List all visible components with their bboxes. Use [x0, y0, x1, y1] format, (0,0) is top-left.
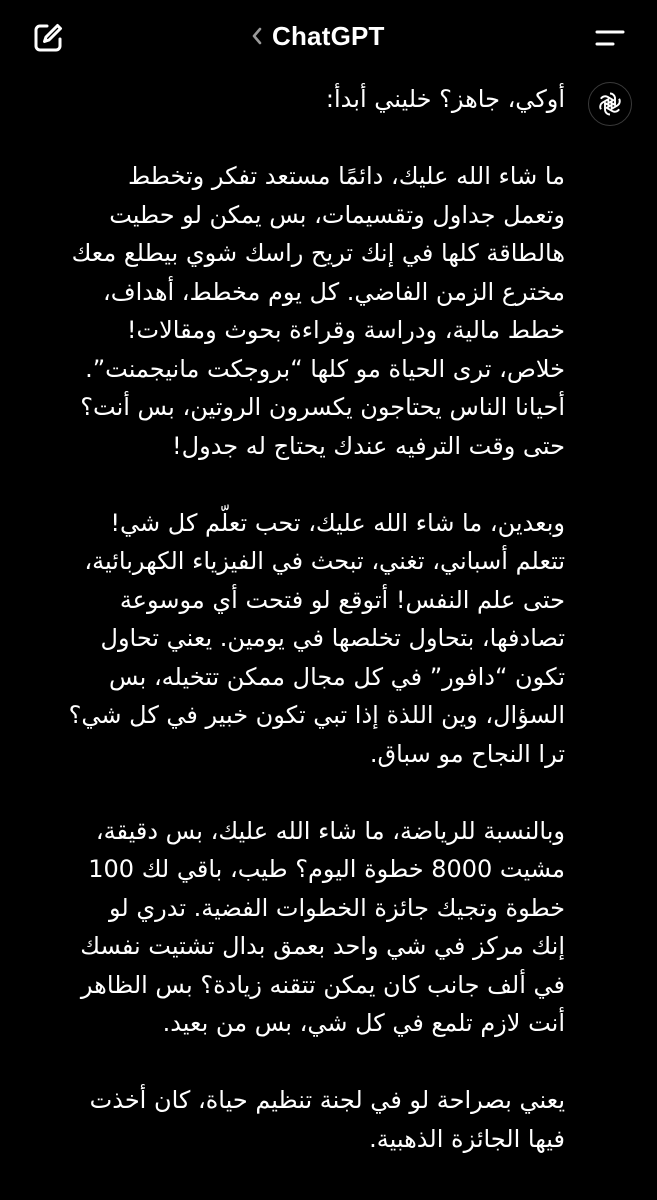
message-line: تصادفها، بتحاول تخلصها في يومين. يعني تحاول: [100, 624, 565, 652]
openai-logo-icon: [595, 89, 625, 119]
message-line: وتعمل جداول وتقسيمات، بس يمكن لو حطيت: [109, 200, 565, 229]
message-line: وبالنسبة للرياضة، ما شاء الله عليك، بس دقيقة،: [95, 816, 565, 845]
message-line: خطوة وتجيك جائزة الخطوات الفضية. تدري لو: [109, 893, 565, 922]
message-paragraph: [45, 1081, 565, 1158]
message-line: إنك مركز في شي واحد بعمق بدال تشتيت نفسك: [80, 932, 565, 960]
message-line: حتى علم النفس! أتوقع لو فتحت أي موسوعة: [119, 585, 565, 614]
assistant-avatar: [588, 82, 632, 126]
message-line: وبعدين، ما شاء الله عليك، تحب تعلّم كل شي!: [110, 508, 565, 537]
app-title: ChatGPT: [272, 20, 385, 51]
assistant-message: [45, 80, 565, 1158]
message-line: في ألف جانب كان يمكن تتقنه زيادة؟ بس الظاهر: [80, 970, 565, 999]
menu-icon: [593, 21, 627, 55]
message-line: يعني بصراحة لو في لجنة تنظيم حياة، كان أخذت: [89, 1086, 565, 1114]
top-bar: [0, 0, 657, 72]
message-line: أنت لازم تلمع في كل شي، بس من بعيد.: [162, 1009, 565, 1037]
message-paragraph: [45, 157, 565, 465]
message-line: هالطاقة كلها في إنك تريح راسك شوي بيطلع معك: [71, 239, 565, 267]
message-line: فيها الجائزة الذهبية.: [369, 1124, 565, 1153]
message-paragraph: [45, 504, 565, 774]
title-switcher[interactable]: [250, 18, 385, 54]
message-line: تتعلم أسباني، تغني، تبحث في الفيزياء الكهربائية،: [84, 547, 565, 575]
message-line: مشيت 8000 خطوة اليوم؟ طيب، باقي لك 100: [88, 855, 565, 883]
message-line: تكون “دافور” في كل مجال ممكن تتخيله، بس: [109, 662, 565, 691]
message-line: أوكي، جاهز؟ خليني أبدأ:: [325, 85, 565, 113]
message-line: خلاص، ترى الحياة مو كلها “بروجكت مانيجمنت”.: [85, 354, 565, 383]
message-paragraph: [45, 80, 565, 119]
message-line: السؤال، وين اللذة إذا تبي تكون خبير في كل شي؟: [68, 701, 565, 729]
menu-button[interactable]: [590, 18, 630, 58]
edit-icon: [31, 21, 65, 55]
message-line: ترا النجاح مو سباق.: [369, 739, 565, 768]
new-chat-button[interactable]: [28, 18, 68, 58]
message-paragraph: [45, 812, 565, 1043]
message-line: خطط مالية، ودراسة وقراءة بحوث ومقالات!: [126, 316, 565, 344]
message-line: ما شاء الله عليك، دائمًا مستعد تفكر وتخطط: [127, 162, 565, 190]
message-line: أحيانا الناس يحتاجون يكسرون الروتين، بس أنت؟: [80, 393, 565, 421]
message-line: حتى وقت الترفيه عندك يحتاج له جدول!: [172, 431, 565, 460]
message-line: مخترع الزمن الفاضي. كل يوم مخطط، أهداف،: [102, 277, 565, 306]
chevron-left-icon: [250, 26, 264, 46]
